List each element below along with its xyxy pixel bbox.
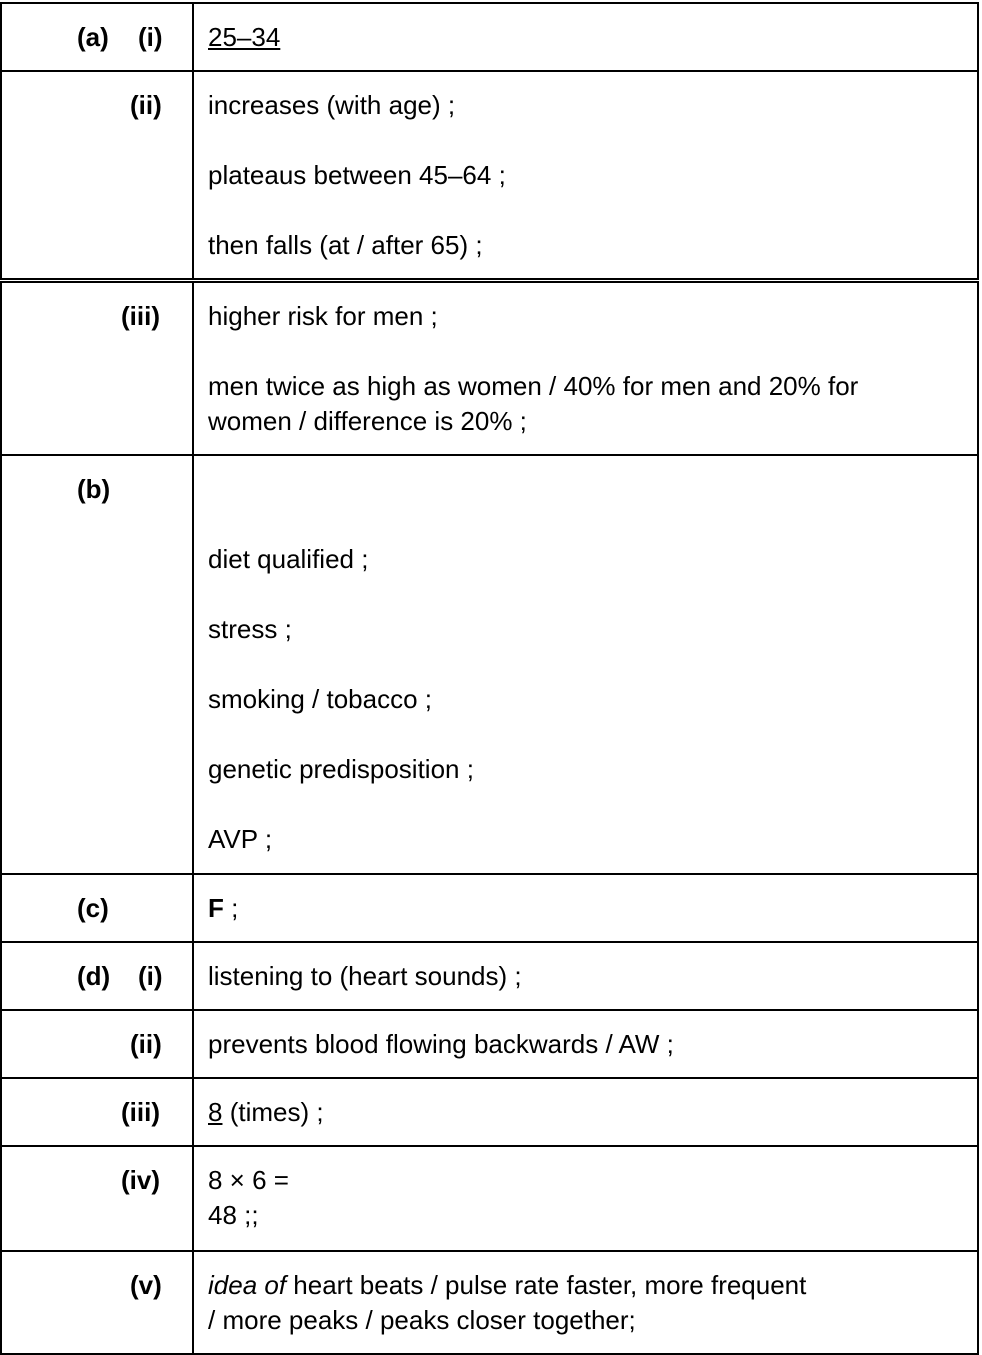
answer-text: men twice as high as women / 40% for men and 20% for (208, 371, 859, 401)
answer-text: 25–34 (208, 22, 281, 52)
question-cell (1, 282, 193, 455)
answer-cell (193, 1078, 978, 1146)
question-cell (1, 3, 193, 71)
answer-cell (193, 455, 978, 874)
answer-cell (193, 942, 978, 1010)
answer-cell (193, 282, 978, 455)
answer-text: 48 ;; (208, 1200, 259, 1230)
table-row (1, 71, 978, 279)
question-cell (1, 942, 193, 1010)
answer-text: smoking / tobacco ; (208, 684, 432, 714)
answer-text: AVP ; (208, 824, 273, 854)
part-label: (a) (77, 22, 109, 52)
part-label: (d) (77, 961, 111, 991)
answer-text: 8 (208, 1097, 223, 1127)
table-row (1, 3, 978, 71)
table-row (1, 1010, 978, 1078)
answer-text: heart beats / pulse rate faster, more frequent (286, 1270, 807, 1300)
answer-text: 8 × 6 = (208, 1165, 289, 1195)
subpart-label: (i) (138, 22, 163, 52)
table-row (1, 942, 978, 1010)
subpart-label: (iii) (121, 301, 160, 331)
question-cell (1, 455, 193, 874)
answer-cell (193, 1146, 978, 1251)
answer-text: idea of (208, 1270, 287, 1300)
answer-text: increases (with age) ; (208, 90, 456, 120)
answer-cell (193, 3, 978, 71)
question-cell (1, 1146, 193, 1251)
answer-cell (193, 874, 978, 942)
subpart-label: (i) (138, 961, 163, 991)
subpart-label: (ii) (130, 1029, 162, 1059)
subpart-label: (ii) (130, 90, 162, 120)
question-cell (1, 1251, 193, 1354)
table-row (1, 1078, 978, 1146)
table-row (1, 1146, 978, 1251)
answer-text: F (208, 893, 224, 923)
answer-text: diet qualified ; (208, 544, 369, 574)
answer-text: plateaus between 45–64 ; (208, 160, 506, 190)
question-cell (1, 1010, 193, 1078)
answer-cell (193, 1010, 978, 1078)
part-label: (b) (77, 474, 111, 504)
answer-cell (193, 1251, 978, 1354)
answer-text: then falls (at / after 65) ; (208, 230, 483, 260)
answer-text: (times) ; (222, 1097, 324, 1127)
table-row (1, 282, 978, 455)
question-cell (1, 874, 193, 942)
question-cell (1, 71, 193, 279)
subpart-label: (v) (130, 1270, 162, 1300)
answer-text: higher risk for men ; (208, 301, 438, 331)
mark-scheme-table-part1 (0, 2, 979, 280)
subpart-label: (iv) (121, 1165, 160, 1195)
part-label: (c) (77, 893, 109, 923)
table-row (1, 1251, 978, 1354)
answer-cell (193, 71, 978, 279)
answer-text: genetic predisposition ; (208, 754, 474, 784)
answer-text: ; (223, 893, 239, 923)
answer-text: prevents blood flowing backwards / AW ; (208, 1029, 674, 1059)
answer-text: listening to (heart sounds) ; (208, 961, 522, 991)
answer-text: stress ; (208, 614, 292, 644)
question-cell (1, 1078, 193, 1146)
answer-text: / more peaks / peaks closer together; (208, 1305, 636, 1335)
answer-text: women / difference is 20% ; (208, 406, 527, 436)
table-row (1, 874, 978, 942)
subpart-label: (iii) (121, 1097, 160, 1127)
mark-scheme-table-part2 (0, 281, 979, 1355)
table-row (1, 455, 978, 874)
